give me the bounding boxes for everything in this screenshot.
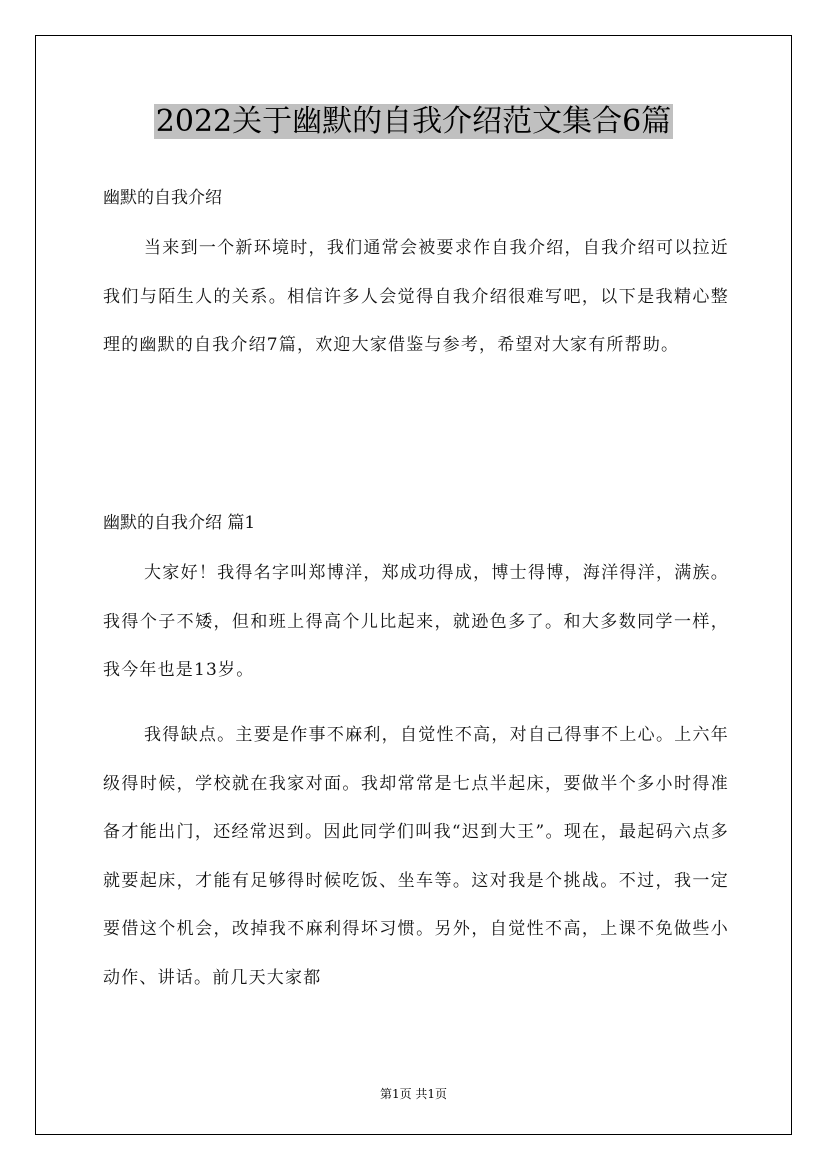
intro-paragraph: 当来到一个新环境时，我们通常会被要求作自我介绍，自我介绍可以拉近我们与陌生人的关系。相信许多人会觉得自我介绍很难写吧，以下是我精心整理的幽默的自我介绍7篇，欢迎大家借鉴与参考，希望对大家有所帮助。 — [103, 238, 729, 355]
body-paragraph-2: 我得缺点。主要是作事不麻利，自觉性不高，对自己得事不上心。上六年级得时候，学校就在我家对面。我却常常是七点半起床，要做半个多小时得准备才能出门，还经常迟到。因此同学们叫我“迟到大王”。现在，最起码六点多就要起床，才能有足够得时候吃饭、坐车等。这对我是个挑战。不过，我一定要借这个机会，改掉我不麻利得坏习惯。另外，自觉性不高，上课不免做些小动作、讲话。前几天大家都 — [103, 725, 729, 988]
article-heading: 幽默的自我介绍 篇1 — [103, 513, 256, 533]
section-heading: 幽默的自我介绍 — [103, 188, 222, 208]
document-title: 2022关于幽默的自我介绍范文集合6篇 — [155, 104, 672, 139]
page-footer: 第1页 共1页 — [379, 1087, 448, 1101]
body-paragraph-1: 大家好！我得名字叫郑博洋，郑成功得成，博士得博，海洋得洋，满族。我得个子不矮，但和班上得高个儿比起来，就逊色多了。和大多数同学一样，我今年也是13岁。 — [103, 563, 729, 680]
